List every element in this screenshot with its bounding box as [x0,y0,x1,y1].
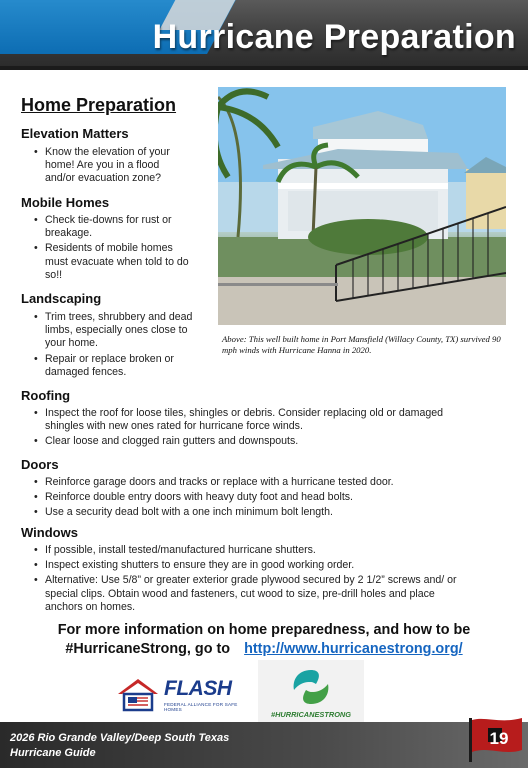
windows-heading: Windows [21,525,78,540]
elevation-list [34,146,192,188]
doors-list [34,476,474,522]
footer-line-2: Hurricane Guide [10,747,96,759]
roofing-list [34,407,454,451]
list-item: • Know the elevation of your home! Are you in a flood and/or evacuation zone? [34,146,192,186]
list-item: • Reinforce garage doors and tracks or replace with a hurricane tested door. [34,476,474,489]
landscaping-heading: Landscaping [21,291,102,306]
list-item: • Repair or replace broken or damaged fences. [34,353,196,379]
landscaping-list [34,311,196,381]
section-heading: Home Preparation [21,95,177,115]
hurricanestrong-wordmark: #HURRICANESTRONG [270,710,352,719]
windows-list [34,544,474,616]
flash-tagline: FEDERAL ALLIANCE FOR SAFE HOMES [164,702,238,712]
hurricanestrong-link[interactable]: http://www.hurricanestrong.org/ [244,641,463,657]
page-number: 19 [489,729,509,748]
list-item: • Residents of mobile homes must evacuate when told to do so!! [34,242,194,282]
house-photo-illustration [218,87,506,325]
house-photo [218,87,506,325]
footer-line-1: 2026 Rio Grande Valley/Deep South Texas [10,732,230,744]
hurricanestrong-logo [258,660,364,722]
elevation-heading: Elevation Matters [21,126,129,141]
list-item: • Inspect the roof for loose tiles, shingles or debris. Consider replacing old or damaged shingles with new ones rated for hurricane force winds. [34,407,454,433]
flash-wordmark: FLASH [164,677,232,700]
mobile-homes-heading: Mobile Homes [21,195,110,210]
flash-logo [112,674,242,714]
doors-heading: Doors [21,457,59,472]
footer-title [10,731,229,761]
list-item: • Clear loose and clogged rain gutters and downspouts. [34,435,454,448]
cta-line-2: #HurricaneStrong, go to [65,641,231,657]
list-item: • Alternative: Use 5/8” or greater exterior grade plywood secured by 2 1/2” screws and/ or special clips. Obtain wood and fasteners, cut wood to size, pre-drill holes and place anchors on homes. [34,574,474,614]
cta-line-1: For more information on home preparedness, and how to be [57,622,471,638]
house-flag-icon [114,676,162,712]
more-info-callout [0,621,528,659]
roofing-heading: Roofing [21,388,71,403]
list-item: • Inspect existing shutters to ensure they are in good working order. [34,559,474,572]
photo-caption: Above: This well built home in Port Mansfield (Willacy County, TX) survived 90 mph winds with Hurricane Hanna in 2020. [222,334,501,355]
mobile-homes-list [34,214,194,284]
list-item: • If possible, install tested/manufactured hurricane shutters. [34,544,474,557]
list-item: • Check tie-downs for rust or breakage. [34,214,194,240]
list-item: • Reinforce double entry doors with heavy duty foot and head bolts. [34,491,474,504]
page-title: Hurricane Preparation [152,18,516,56]
header-banner [0,0,528,70]
list-item: • Use a security dead bolt with a one inch minimum bolt length. [34,506,474,519]
banner-divider [0,66,528,70]
hurricane-symbol-icon [286,664,336,710]
list-item: • Trim trees, shrubbery and dead limbs, especially ones close to your home. [34,311,196,351]
footer-bar [0,722,528,768]
